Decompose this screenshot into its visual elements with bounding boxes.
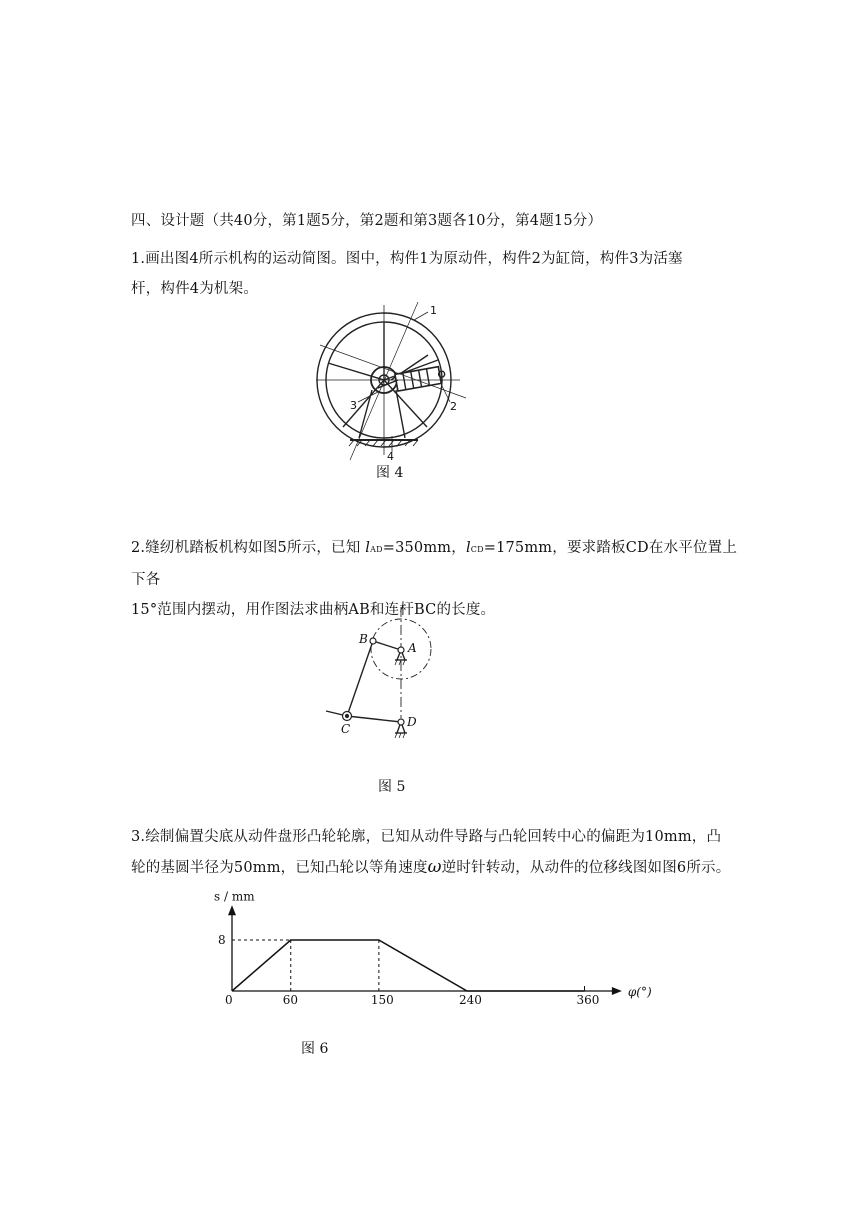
fig4-label-3: 3 xyxy=(350,399,357,412)
figure-6-caption: 图 6 xyxy=(301,1041,329,1057)
q3-line-2a: 轮的基圆半径为50mm，已知凸轮以等角速度 xyxy=(131,860,428,876)
x-tick-label-360: 360 xyxy=(576,993,600,1007)
sub-ad: AD xyxy=(370,545,383,554)
x-tick-label-60: 60 xyxy=(282,993,299,1007)
fig5-point-d: D xyxy=(407,715,417,729)
figure-4-caption: 图 4 xyxy=(376,465,404,481)
fig4-label-2: 2 xyxy=(450,400,457,413)
fig5-point-a: A xyxy=(408,641,417,655)
sub-cd: CD xyxy=(470,545,484,554)
x-tick-label-240: 240 xyxy=(459,993,482,1007)
x-tick-label-0: 0 xyxy=(225,993,233,1007)
q2-line-1b: =175mm，要求踏板CD在水平位置上下各 xyxy=(131,540,738,588)
fig4-label-4: 4 xyxy=(387,450,394,463)
fig4-label-1: 1 xyxy=(430,304,437,317)
q3-line-1: 3.绘制偏置尖底从动件盘形凸轮轮廓，已知从动件导路与凸轮回转中心的偏距为10mm，凸 xyxy=(131,829,722,845)
q2-line-1a: 2.缝纫机踏板机构如图5所示，已知 xyxy=(131,540,366,556)
fig5-point-c: C xyxy=(341,722,351,736)
y-tick-label-8: 8 xyxy=(218,933,226,947)
eq-ad: =350mm， xyxy=(382,540,466,556)
q1-line-1: 1.画出图4所示机构的运动简图。图中，构件1为原动件，构件2为缸筒，构件3为活塞 xyxy=(131,251,683,267)
y-axis-label: s / mm xyxy=(214,889,255,904)
q3-line-2b: 逆时针转动，从动件的位移线图如图6所示。 xyxy=(441,860,731,876)
x-tick-label-150: 150 xyxy=(370,993,394,1007)
sym-l-ad: l xyxy=(365,540,371,556)
series-line xyxy=(232,940,585,991)
fig5-point-b: B xyxy=(359,632,368,646)
x-axis-label: φ(°) xyxy=(627,985,652,999)
x-axis-arrow xyxy=(612,987,622,995)
omega-symbol: ω xyxy=(427,857,442,877)
section-heading: 四、设计题（共40分，第1题5分，第2题和第3题各10分，第4题15分） xyxy=(131,213,603,229)
sym-l-cd: l xyxy=(465,540,471,556)
y-axis-arrow xyxy=(228,905,236,915)
q2-line-2: 15°范围内摆动，用作图法求曲柄AB和连杆BC的长度。 xyxy=(131,602,496,618)
q1-line-2: 杆，构件4为机架。 xyxy=(131,281,259,297)
figure-5-caption: 图 5 xyxy=(378,779,406,795)
